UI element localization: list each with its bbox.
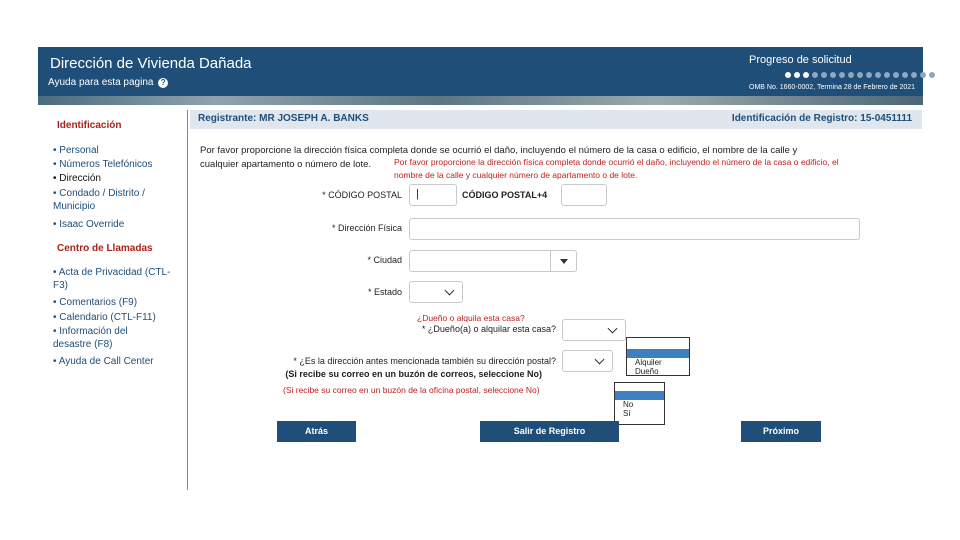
progress-dot — [803, 72, 809, 78]
address-label: * Dirección Física — [331, 223, 402, 233]
back-button[interactable]: Atrás — [277, 421, 356, 442]
sidebar-section-call-center-title: Centro de Llamadas — [57, 243, 153, 254]
page-title: Dirección de Vivienda Dañada — [50, 55, 252, 72]
app-header — [38, 47, 923, 96]
sidebar-item-call-center-help[interactable]: • Ayuda de Call Center — [53, 356, 154, 367]
progress-dot — [893, 72, 899, 78]
zip4-input[interactable] — [561, 184, 607, 206]
chevron-down-icon[interactable] — [608, 324, 618, 334]
zip-label: * CÓDIGO POSTAL — [322, 190, 402, 200]
sidebar-item-isaac-override[interactable]: • Isaac Override — [53, 219, 125, 230]
progress-dot — [821, 72, 827, 78]
chevron-down-icon[interactable] — [595, 355, 605, 365]
mailing-option-no[interactable]: No — [623, 400, 634, 409]
city-label: * Ciudad — [367, 255, 402, 265]
progress-dot — [857, 72, 863, 78]
sidebar-item-comments[interactable]: • Comentarios (F9) — [53, 297, 138, 308]
progress-dot — [884, 72, 890, 78]
city-combobox-divider — [550, 251, 551, 271]
omb-text: OMB No. 1660-0002, Termina 28 de Febrero de 2021 — [749, 84, 916, 91]
own-rent-label: * ¿Dueño(a) o alquilar esta casa? — [421, 324, 556, 334]
progress-indicator — [785, 71, 935, 79]
state-label: * Estado — [367, 287, 402, 297]
help-link-label[interactable]: Ayuda para esta pagina — [48, 77, 154, 88]
sidebar-item-calendar[interactable]: • Calendario (CTL-F11) — [53, 312, 156, 323]
registrant-name: Registrante: MR JOSEPH A. BANKS — [198, 113, 369, 124]
help-link[interactable] — [48, 77, 168, 88]
mailing-blank-option[interactable] — [615, 383, 664, 391]
header-decorative-strip — [38, 96, 923, 105]
zip-input[interactable] — [409, 184, 457, 206]
mailing-option-yes[interactable]: Sí — [623, 409, 631, 418]
address-input[interactable] — [409, 218, 860, 240]
progress-dot — [911, 72, 917, 78]
translation-note-line1: Por favor proporcione la dirección física completa donde ocurrió el daño, incluyendo el número de la casa o edificio, el — [394, 157, 839, 167]
sidebar-divider — [187, 110, 188, 490]
help-circle-icon[interactable]: ? — [158, 78, 168, 88]
sidebar-item-privacy-act[interactable]: • Acta de Privacidad (CTL-F3) — [53, 267, 171, 291]
progress-dot — [875, 72, 881, 78]
own-rent-select[interactable] — [562, 319, 626, 341]
sidebar-item-phones[interactable]: • Números Telefónicos — [53, 159, 153, 170]
mailing-label: * ¿Es la dirección antes mencionada también su dirección postal? — [293, 356, 556, 366]
exit-registration-button[interactable]: Salir de Registro — [480, 421, 619, 442]
sidebar-item-county[interactable]: • Condado / Distrito / Municipio — [53, 188, 145, 212]
own-rent-highlighted-option[interactable] — [627, 349, 689, 358]
own-rent-blank-option[interactable] — [627, 338, 689, 349]
mailing-dropdown-list — [614, 382, 665, 425]
mailing-sublabel: (Si recibe su correo en un buzón de correos, seleccione No) — [285, 369, 542, 379]
mailing-translation: (Si recibe su correo en un buzón de la oficina postal, seleccione No) — [283, 385, 540, 395]
translation-note-line2: nombre de la calle y cualquier número de apartamento o de lote. — [394, 170, 638, 180]
sidebar-item-personal[interactable]: • Personal — [53, 145, 99, 156]
progress-dot — [929, 72, 935, 78]
own-rent-translation: ¿Dueño o alquila esta casa? — [417, 313, 525, 323]
progress-title: Progreso de solicitud — [749, 54, 852, 66]
mailing-highlighted-option[interactable] — [615, 391, 664, 400]
sidebar-item-address[interactable]: • Dirección — [53, 173, 101, 184]
own-rent-option-own[interactable]: Dueño — [635, 367, 659, 376]
progress-dot — [920, 72, 926, 78]
sidebar-section-identification-title: Identificación — [57, 120, 122, 131]
sidebar-item-disaster-info[interactable]: • Información del desastre (F8) — [53, 326, 128, 350]
progress-dot — [812, 72, 818, 78]
next-button[interactable]: Próximo — [741, 421, 821, 442]
progress-dot — [902, 72, 908, 78]
chevron-down-icon[interactable] — [445, 286, 455, 296]
zip-input-value: | — [416, 188, 419, 200]
progress-dot — [794, 72, 800, 78]
own-rent-dropdown-list — [626, 337, 690, 376]
registration-id: Identificación de Registro: 15-0451111 — [731, 113, 912, 124]
mailing-select[interactable] — [562, 350, 613, 372]
progress-dot — [830, 72, 836, 78]
state-select[interactable] — [409, 281, 463, 303]
progress-dot — [785, 72, 791, 78]
progress-dot — [866, 72, 872, 78]
city-combobox[interactable] — [409, 250, 577, 272]
own-rent-option-rent[interactable]: Alquiler — [635, 358, 662, 367]
progress-dot — [848, 72, 854, 78]
registrant-bar — [190, 110, 922, 129]
zip4-label: CÓDIGO POSTAL+4 — [462, 190, 548, 200]
instructions-line1: Por favor proporcione la dirección física completa donde se ocurrió el daño, incluyendo el número de la casa o edificio, el nombre de la calle y — [200, 145, 798, 156]
instructions-line2: cualquier apartamento o número de lote. — [200, 159, 372, 170]
caret-down-icon[interactable] — [560, 259, 568, 264]
progress-dot — [839, 72, 845, 78]
